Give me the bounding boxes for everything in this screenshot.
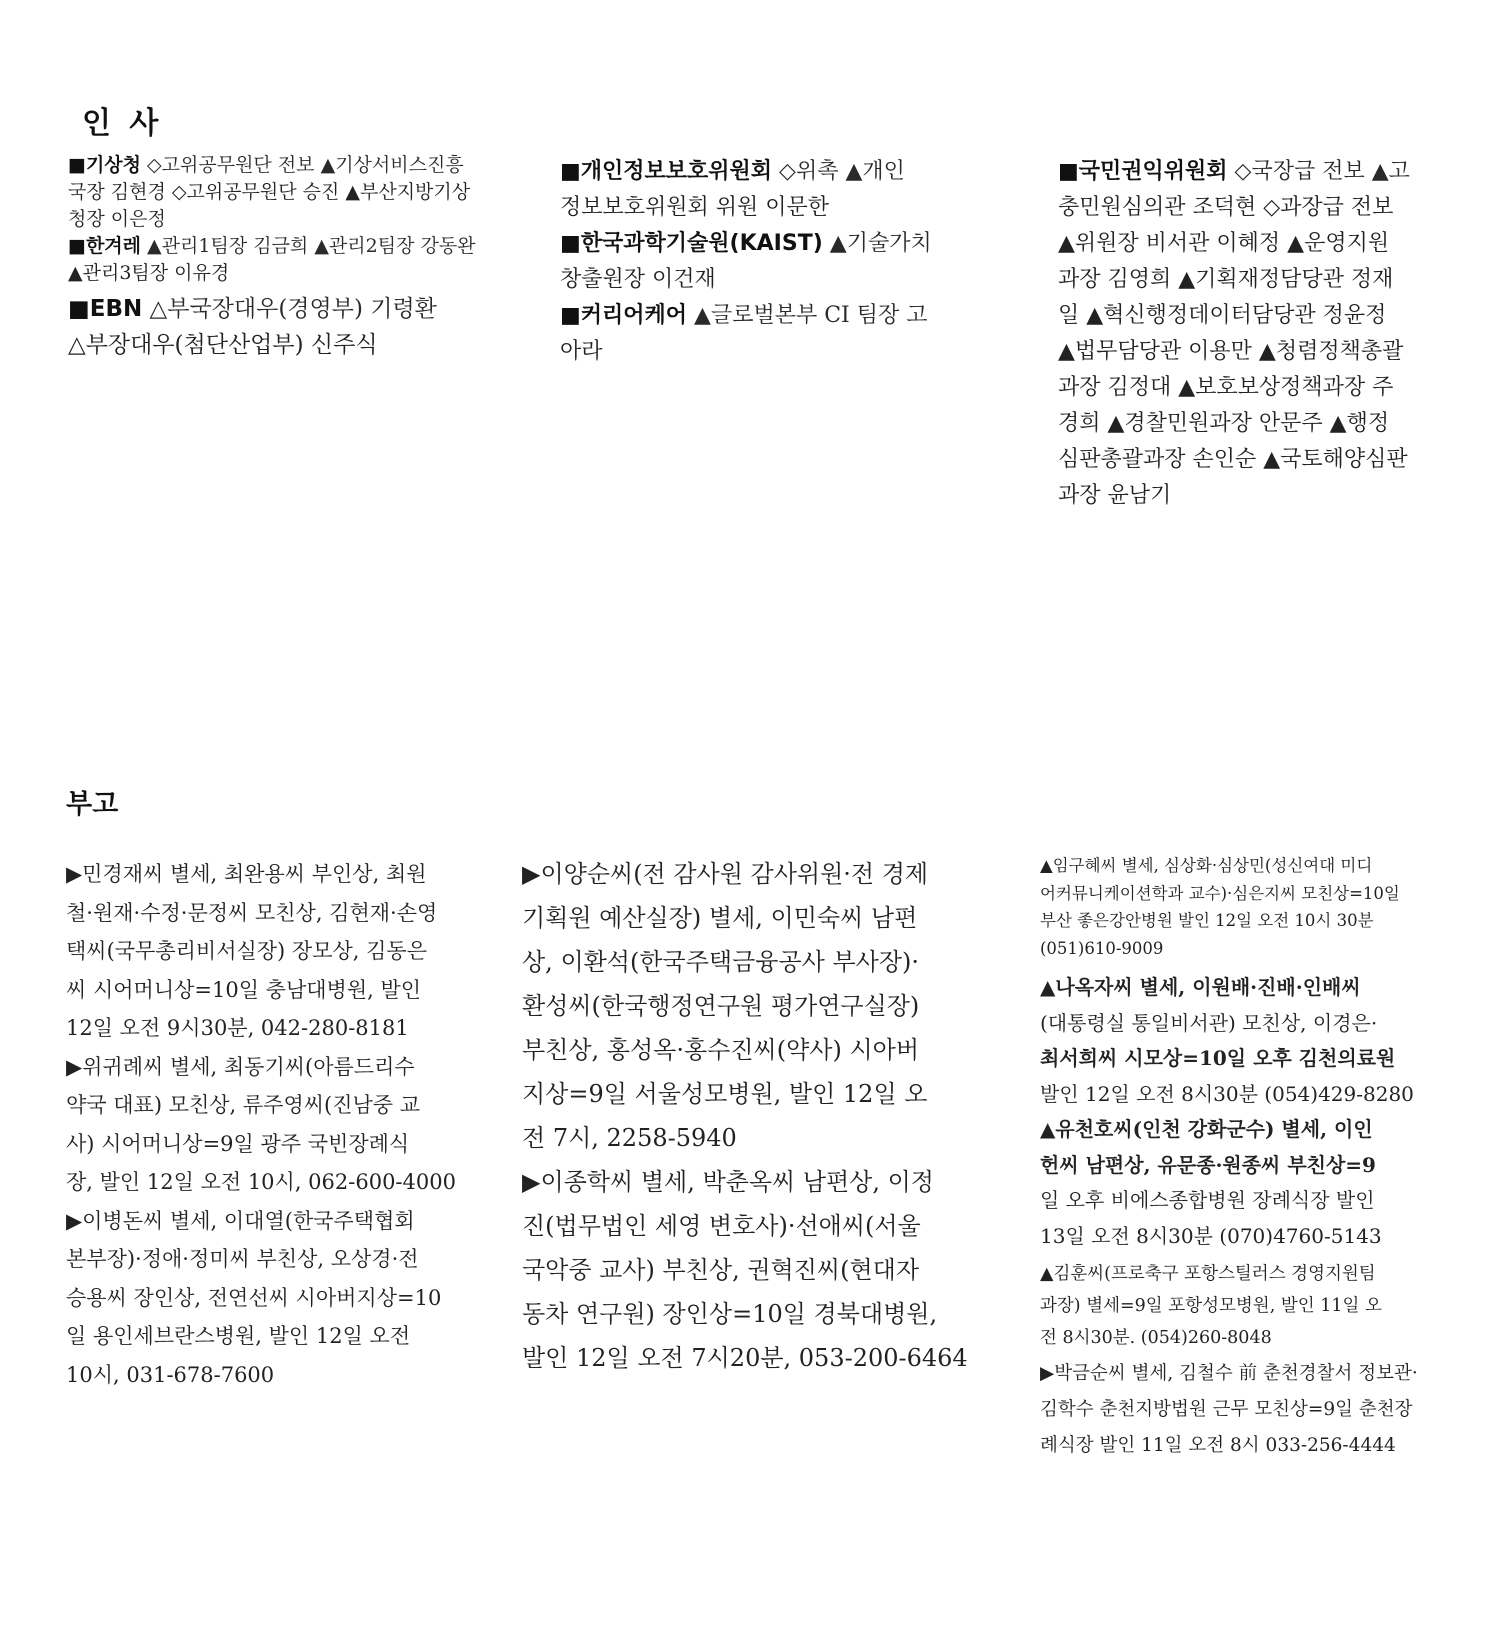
obituary-line: 일 오후 비에스종합병원 장례식장 발인 (1040, 1188, 1375, 1212)
obituary-line: 진(법무법인 세영 변호사)·선애씨(서울 (522, 1212, 921, 1240)
entry-text: ◇위촉 ▲개인 (772, 159, 905, 184)
obituary-line: 어커뮤니케이션학과 교수)·심은지씨 모친상=10일 (1040, 883, 1400, 903)
obituary-line: (대통령실 통일비서관) 모친상, 이경은· (1040, 1010, 1378, 1035)
obituary-line: 씨 시어머니상=10일 충남대병원, 발인 (66, 977, 422, 1002)
obituary-line: 택씨(국무총리비서실장) 장모상, 김동은 (66, 939, 427, 963)
personnel-entry (68, 291, 468, 327)
org-name: ■한겨레 (68, 235, 142, 257)
entry-text: 청장 이은정 (68, 208, 166, 230)
entry-text: ◇국장급 전보 ▲고 (1227, 159, 1410, 184)
obituary-line: 상, 이환석(한국주택금융공사 부사장)· (522, 948, 920, 976)
org-name: ■커리어케어 (560, 303, 688, 328)
personnel-entry (560, 298, 940, 334)
obituary-line: ▶위귀례씨 별세, 최동기씨(아름드리수 (66, 1054, 415, 1079)
org-name: ■EBN (68, 296, 143, 322)
obituary-line: ▲나옥자씨 별세, 이원배·진배·인배씨 (1040, 975, 1361, 999)
obituary-line: 발인 12일 오전 7시20분, 053-200-6464 (522, 1344, 968, 1372)
entry-text: ▲관리1팀장 김금희 ▲관리2팀장 강동완 (141, 235, 476, 257)
obituary-block (1040, 1356, 1480, 1464)
obituary-line: 례식장 발인 11일 오전 8시 033-256-4444 (1040, 1435, 1396, 1456)
obituary-line: 지상=9일 서울성모병원, 발인 12일 오 (522, 1080, 928, 1108)
entry-text: ▲기술가치 (822, 231, 932, 256)
entry-text: 충민원심의관 조덕현 ◇과장급 전보 (1058, 195, 1394, 220)
personnel-entry (1058, 154, 1438, 190)
personnel-heading: 인 사 (82, 106, 163, 141)
personnel-column-1 (68, 152, 476, 363)
obituary-column-1 (66, 855, 476, 1394)
obituary-line: 헌씨 남편상, 유문종·원종씨 부친상=9 (1040, 1152, 1376, 1177)
obituary-line: 장, 발인 12일 오전 10시, 062-600-4000 (66, 1170, 456, 1194)
obituary-line: 기획원 예산실장) 별세, 이민숙씨 남편 (522, 904, 918, 932)
obituary-line: 약국 대표) 모친상, 류주영씨(진남중 교 (66, 1093, 421, 1117)
obituary-line: 13일 오전 8시30분 (070)4760-5143 (1040, 1223, 1382, 1248)
obituary-line: 동차 연구원) 장인상=10일 경북대병원, (522, 1300, 938, 1328)
obituary-line: 철·원재·수정·문정씨 모친상, 김현재·손영 (66, 900, 438, 925)
obituary-line: 전 8시30분. (054)260-8048 (1040, 1328, 1272, 1348)
obituary-heading: 부고 (66, 789, 119, 820)
obituary-line: 본부장)·정애·정미씨 부친상, 오상경·전 (66, 1247, 419, 1271)
personnel-entry (560, 226, 940, 262)
obituary-column-2 (522, 852, 972, 1380)
org-name: ■국민권익위원회 (1058, 159, 1228, 184)
obituary-line: 김학수 춘천지방법원 근무 모친상=9일 춘천장 (1040, 1399, 1413, 1420)
entry-text: ▲위원장 비서관 이혜정 ▲운영지원 (1058, 231, 1390, 256)
obituary-line: ▶이병돈씨 별세, 이대열(한국주택협회 (66, 1208, 415, 1233)
obituary-line: 일 용인세브란스병원, 발인 12일 오전 (66, 1324, 411, 1348)
obituary-block (1040, 970, 1480, 1254)
obituary-line: 국악중 교사) 부친상, 권혁진씨(현대자 (522, 1256, 920, 1284)
obituary-line: ▶민경재씨 별세, 최완용씨 부인상, 최원 (66, 862, 427, 886)
entry-text: ◇고위공무원단 전보 ▲기상서비스진흥 (141, 154, 464, 176)
personnel-column-3 (1058, 154, 1438, 514)
entry-text: △부장대우(첨단산업부) 신주식 (68, 332, 378, 358)
obituary-line: ▶박금순씨 별세, 김철수 前 춘천경찰서 정보관· (1040, 1363, 1418, 1384)
obituary-line: 최서희씨 시모상=10일 오후 김천의료원 (1040, 1046, 1396, 1070)
personnel-entry (68, 152, 468, 179)
entry-text: 국장 김현경 ◇고위공무원단 승진 ▲부산지방기상 (68, 181, 471, 203)
obituary-line: ▲임구혜씨 별세, 심상화·심상민(성신여대 미디 (1040, 856, 1373, 875)
org-name: ■기상청 (68, 154, 142, 176)
personnel-entry (68, 233, 476, 260)
entry-text: 경희 ▲경찰민원과장 안문주 ▲행정 (1058, 411, 1390, 436)
org-name: ■개인정보보호위원회 (560, 159, 773, 184)
obituary-line: 부친상, 홍성옥·홍수진씨(약사) 시아버 (522, 1036, 920, 1064)
entry-text: 일 ▲혁신행정데이터담당관 정윤정 (1058, 303, 1387, 328)
obituary-line: 12일 오전 9시30분, 042-280-8181 (66, 1016, 409, 1040)
obituary-line: (051)610-9009 (1040, 938, 1164, 958)
entry-text: 심판총괄과장 손인순 ▲국토해양심판 (1058, 447, 1408, 472)
obituary-block (1040, 1258, 1480, 1354)
personnel-entry (560, 154, 940, 190)
personnel-column-2 (560, 154, 940, 370)
obituary-line: ▲유천호씨(인천 강화군수) 별세, 이인 (1040, 1117, 1373, 1141)
entry-text: ▲법무담당관 이용만 ▲청렴정책총괄 (1058, 339, 1404, 364)
obituary-line: 사) 시어머니상=9일 광주 국빈장례식 (66, 1131, 410, 1156)
obituary-block (1040, 852, 1480, 962)
entry-text: 아라 (560, 339, 603, 364)
entry-text: 창출원장 이건재 (560, 267, 716, 292)
obituary-line: 과장) 별세=9일 포항성모병원, 발인 11일 오 (1040, 1296, 1382, 1316)
entry-text: 과장 김정대 ▲보호보상정책과장 주 (1058, 375, 1394, 400)
entry-text: 과장 윤남기 (1058, 483, 1172, 508)
obituary-line: 전 7시, 2258-5940 (522, 1124, 737, 1152)
obituary-line: 부산 좋은강안병원 발인 12일 오전 10시 30분 (1040, 911, 1374, 930)
org-name: ■한국과학기술원(KAIST) (560, 231, 823, 256)
obituary-line: 환성씨(한국행정연구원 평가연구실장) (522, 992, 920, 1020)
obituary-line: ▲김훈씨(프로축구 포항스틸러스 경영지원팀 (1040, 1264, 1376, 1284)
entry-text: ▲관리3팀장 이유경 (68, 262, 230, 284)
entry-text: ▲글로벌본부 CI 팀장 고 (687, 303, 928, 328)
obituary-column-3 (1040, 852, 1480, 1464)
entry-text: 과장 김영희 ▲기획재정담당관 정재 (1058, 267, 1394, 292)
obituary-line: ▶이양순씨(전 감사원 감사위원·전 경제 (522, 860, 929, 888)
obituary-line: 10시, 031-678-7600 (66, 1362, 275, 1387)
entry-text: △부국장대우(경영부) 기령환 (142, 296, 437, 322)
obituary-line: 승용씨 장인상, 전연선씨 시아버지상=10 (66, 1285, 442, 1310)
entry-text: 정보보호위원회 위원 이문한 (560, 195, 830, 220)
obituary-line: 발인 12일 오전 8시30분 (054)429-8280 (1040, 1081, 1414, 1106)
obituary-line: ▶이종학씨 별세, 박춘옥씨 남편상, 이정 (522, 1168, 934, 1196)
